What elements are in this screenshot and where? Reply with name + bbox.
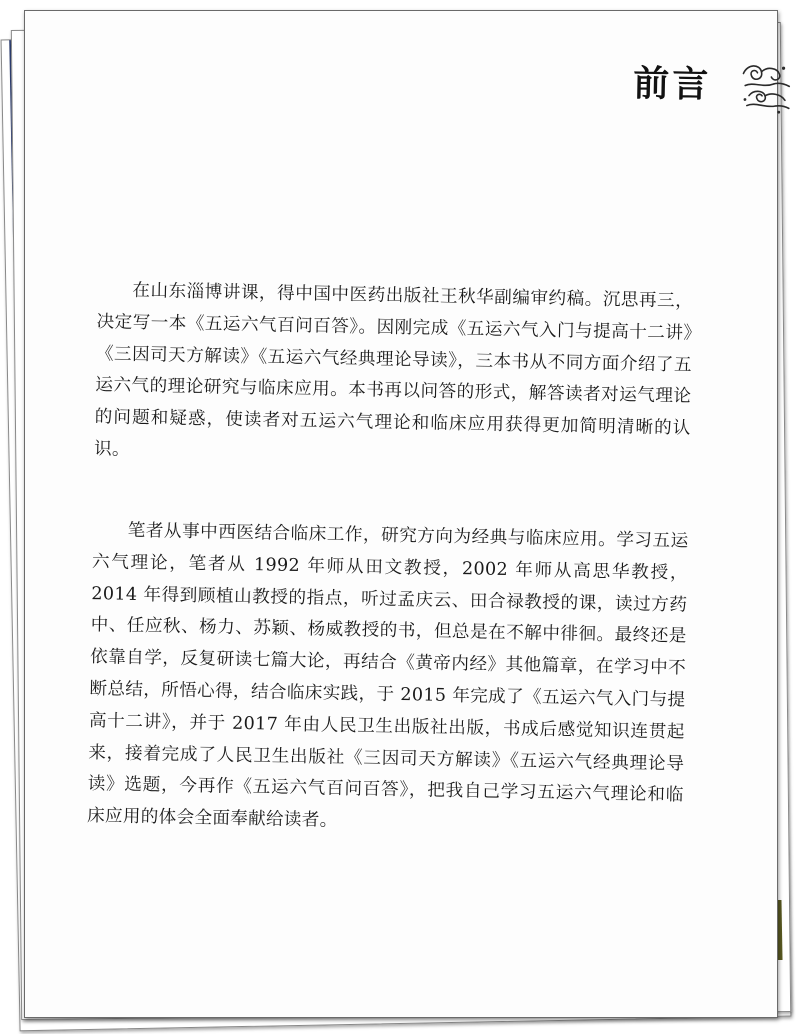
page-title: 前言	[632, 62, 712, 106]
preface-paragraph: 笔者从事中西医结合临床工作，研究方向为经典与临床应用。学习五运六气理论，笔者从 1992 年师从田文教授，2002 年师从高思华教授，2014 年得到顾植山教授的指点，听过孟庆云、田合禄教授的课，读过方药中、任应秋、杨力、苏颖、杨威教授的书，但总是在不解中徘徊。最终还是依靠自学，反复研读七篇大论，再结合《黄帝内经》其他篇章，在学习中不断总结，所悟心得，结合临床实践，于 2015 年完成了《五运六气入门与提高十二讲》，并于 2017 年由人民卫生出版社出版，书成后感觉知识连贯起来，接着完成了人民卫生出版社《三因司天方解读》《五运六气经典理论导读》选题，今再作《五运六气百问百答》，把我自己学习五运六气理论和临床应用的体会全面奉献给读者。	[86, 520, 689, 832]
preface-paragraph: 在山东淄博讲课，得中国中医药出版社王秋华副编审约稿。沉思再三，决定写一本《五运六气百问百答》。因刚完成《五运六气入门与提高十二讲》《三因司天方解读》《五运六气经典理论导读》，三本书从不同方面介绍了五运六气的理论研究与临床应用。本书再以问答的形式，解答读者对运气理论的问题和疑惑，使读者对五运六气理论和临床应用获得更加简明清晰的认识。	[93, 280, 694, 460]
preface-page	[24, 10, 778, 1018]
auspicious-cloud-icon	[739, 55, 792, 116]
